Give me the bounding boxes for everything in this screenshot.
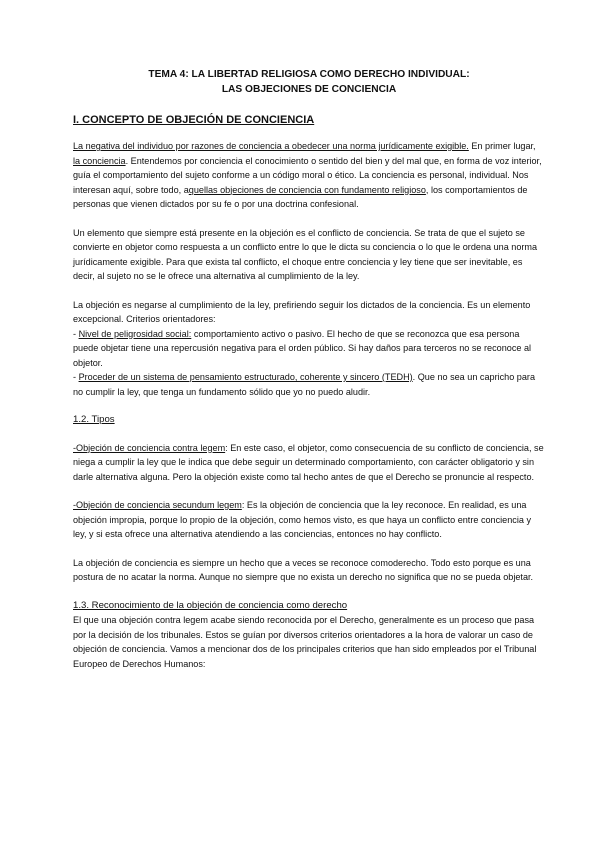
underlined-sistema-pensamiento: Proceder de un sistema de pensamiento estructurado, coherente y sincero (TEDH)	[78, 372, 413, 382]
underlined-conciencia: la conciencia	[73, 155, 126, 166]
document-title	[73, 68, 545, 97]
text-span: La objeción es negarse al cumplimiento de la ley, prefiriendo seguir los dictados de la conciencia. Es un elemento excepcional. Criterios orientadores:	[73, 299, 531, 324]
paragraph-reconocimiento: El que una objeción contra legem acabe siendo reconocida por el Derecho, generalmente es un proceso que pasa por la decisión de los tribunales. Estos se guían por diversos criterios orientadores a la hora de valorar un caso de objeción de conciencia. Vamos a mencionar dos de los principales criterios que han sido empleados por el Tribunal Europeo de Derechos Humanos:	[73, 615, 537, 669]
text-span: En primer lugar,	[468, 141, 536, 151]
paragraph-secundum-legem	[73, 498, 545, 542]
subheading-reconocimiento: 1.3. Reconocimiento de la objeción de conciencia como derecho	[73, 599, 348, 611]
text-span: : Es la objeción de conciencia que la ley reconoce. En realidad, es una objeción impropia, porque lo propio de la objeción, como hemos visto, es que haya un conflicto entre conciencia y ley, y si esta ofrece una alternativa atendiendo a las conciencias, entonces no hay conflicto.	[73, 500, 531, 539]
section-heading-concepto: I. CONCEPTO DE OBJECIÓN DE CONCIENCIA	[73, 114, 315, 126]
title-line-2: LAS OBJECIONES DE CONCIENCIA	[221, 83, 397, 95]
paragraph-conflicto: Un elemento que siempre está presente en la objeción es el conflicto de conciencia. Se trata de que el sujeto se convierte en objetor como respuesta a un conflicto entre lo que le dicta su conciencia o lo que le ordena una norma jurídicamente exigible. Para que exista tal conflicto, el choque entre conciencia y ley tiene que ser inevitable, es decir, al sujeto no se le ofrece una alternativa al cumplimiento de la ley.	[73, 227, 538, 281]
underlined-fundamento-religioso: quellas objeciones de conciencia con fundamento religioso	[188, 184, 426, 195]
paragraph-contra-legem	[73, 441, 545, 485]
title-line-1: TEMA 4: LA LIBERTAD RELIGIOSA COMO DERECHO INDIVIDUAL:	[148, 69, 470, 80]
text-span: , los comportamientos de personas que vienen dictados por su fe o por una doctrina confesional.	[73, 184, 528, 209]
text-span: . Entendemos por conciencia el conocimiento o sentido del bien y del mal que, en forma de voz interior, guía el comportamiento del sujeto conforme a un código moral o ético. La conciencia es personal, individual. Nos interesan aquí, sobre todo, a	[73, 155, 542, 195]
paragraph-hecho-derecho: La objeción de conciencia es siempre un hecho que a veces se reconoce comoderecho. Todo esto porque es una postura de no acatar la norma. Aunque no siempre que no exista un derecho no significa que no se pueda objetar.	[73, 557, 534, 582]
text-span: comportamiento activo o pasivo. El hecho de que se reconozca que esa persona puede objetar tiene una repercusión negativa para el orden público. Si hay daños para terceros no se reconoce al objetor.	[73, 328, 532, 368]
text-span: : En este caso, el objetor, como consecuencia de su conflicto de conciencia, se niega a cumplir la ley que le indica que debe seguir un determinado comportamiento, con carácter obligatorio y sin darle alternativa alguna. Pero la objeción existe como tal hecho antes de que el Derecho se pronuncie al respecto.	[73, 442, 544, 482]
underlined-peligrosidad: Nivel de peligrosidad social:	[78, 328, 192, 339]
bullet-prefix: -	[73, 328, 79, 339]
underlined-secundum-legem: -Objeción de conciencia secundum legem	[73, 500, 242, 510]
bullet-prefix: -	[73, 372, 79, 382]
underlined-contra-legem: -Objeción de conciencia contra legem	[73, 442, 226, 453]
text-span: . Que no sea un capricho para no cumplir la ley, que tenga un fundamento sólido que yo no puedo aludir.	[73, 372, 536, 397]
paragraph-criterios	[73, 298, 545, 400]
underlined-definition: La negativa del individuo por razones de conciencia a obedecer una norma jurídicamente exigible.	[73, 141, 469, 151]
paragraph-definicion	[73, 139, 545, 212]
subheading-tipos: 1.2. Tipos	[73, 414, 115, 425]
